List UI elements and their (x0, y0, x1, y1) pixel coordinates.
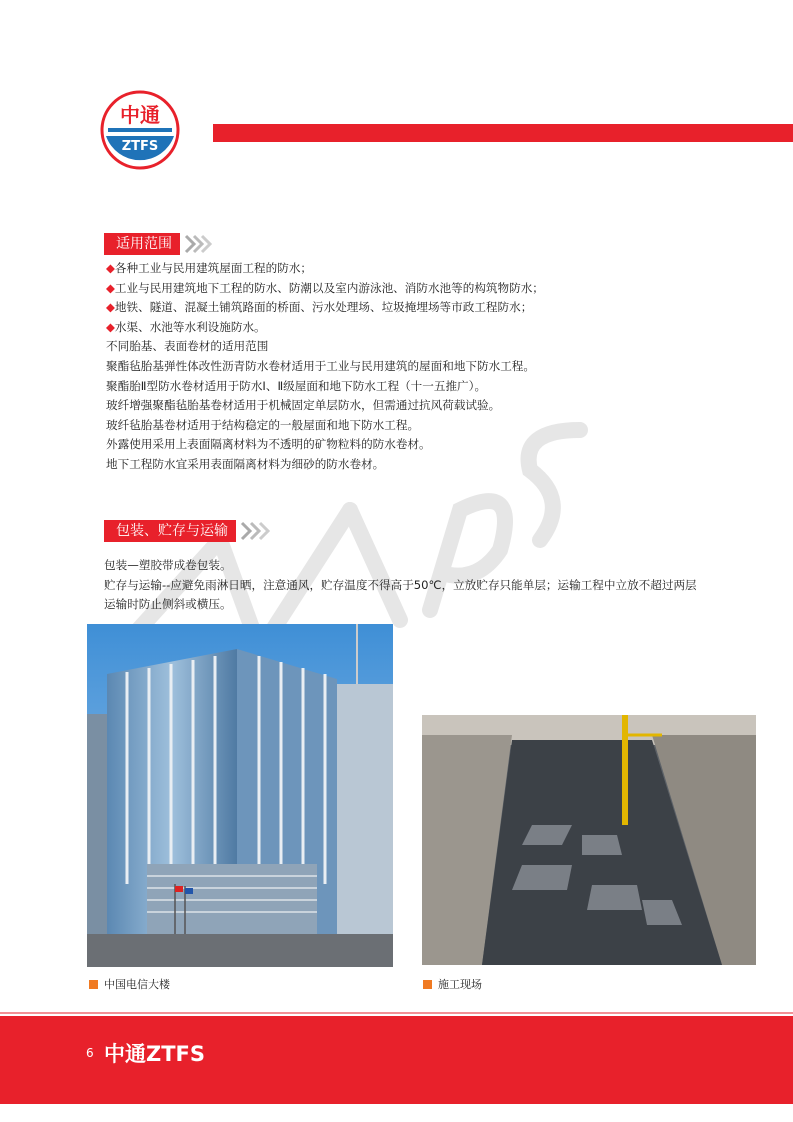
photo-china-telecom-building (87, 624, 393, 967)
pack-line: 包装—塑胶带成卷包装。 (104, 558, 232, 572)
scope-line: 地下工程防水宜采用表面隔离材料为细砂的防水卷材。 (106, 456, 385, 471)
scope-line: 聚酯毡胎基弹性体改性沥青防水卷材适用于工业与民用建筑的屋面和地下防水工程。 (106, 358, 535, 373)
scope-bullet: ◆水渠、水池等水利设施防水。 (106, 319, 266, 334)
scope-line: 玻纤增强聚酯毡胎基卷材适用于机械固定单层防水，但需通过抗风荷载试验。 (106, 398, 501, 413)
section-scope-title: 适用范围 (104, 233, 180, 255)
section-pack-header (104, 520, 278, 542)
caption-right-text: 施工现场 (438, 978, 482, 991)
photo-construction-site (422, 715, 756, 965)
scope-bullet: ◆地铁、隧道、混凝土铺筑路面的桥面、污水处理场、垃圾掩埋场等市政工程防水； (106, 300, 533, 315)
caption-left (89, 976, 170, 992)
scope-line: 玻纤毡胎基卷材适用于结构稳定的一般屋面和地下防水工程。 (106, 417, 420, 432)
pack-line: 运输时防止侧斜或横压。 (104, 597, 232, 612)
pack-body (104, 556, 784, 615)
scope-line: 聚酯胎Ⅱ型防水卷材适用于防水Ⅰ、Ⅱ级屋面和地下防水工程（十一五推广）。 (106, 378, 487, 393)
section-scope-header (104, 233, 214, 255)
header-red-bar (213, 124, 793, 142)
scope-bullet: ◆各种工业与民用建筑屋面工程的防水； (106, 261, 313, 275)
page-number: 6 (86, 1046, 94, 1060)
chevron-arrows-icon (240, 520, 278, 542)
footer-divider (0, 1012, 793, 1014)
footer-brand: 中通ZTFS (104, 1042, 206, 1066)
chevron-arrows-icon (184, 233, 214, 255)
caption-square-icon (423, 980, 432, 989)
pack-line: 贮存与运输--应避免雨淋日晒，注意通风，贮存温度不得高于50℃，立放贮存只能单层；运输工程中立放不超过两层 (104, 577, 697, 592)
logo-text-top: 中通 (120, 103, 160, 127)
logo-text-bottom: ZTFS (121, 139, 159, 154)
section-pack-title: 包装、贮存与运输 (104, 520, 236, 542)
scope-line: 不同胎基、表面卷材的适用范围 (106, 339, 269, 354)
scope-bullet: ◆工业与民用建筑地下工程的防水、防潮以及室内游泳池、消防水池等的构筑物防水； (106, 280, 544, 295)
scope-line: 外露使用采用上表面隔离材料为不透明的矿物粒料的防水卷材。 (106, 437, 431, 452)
caption-left-text: 中国电信大楼 (104, 978, 170, 991)
caption-square-icon (89, 980, 98, 989)
caption-right (423, 976, 482, 992)
scope-body (106, 259, 776, 475)
ztfs-logo (100, 90, 180, 170)
